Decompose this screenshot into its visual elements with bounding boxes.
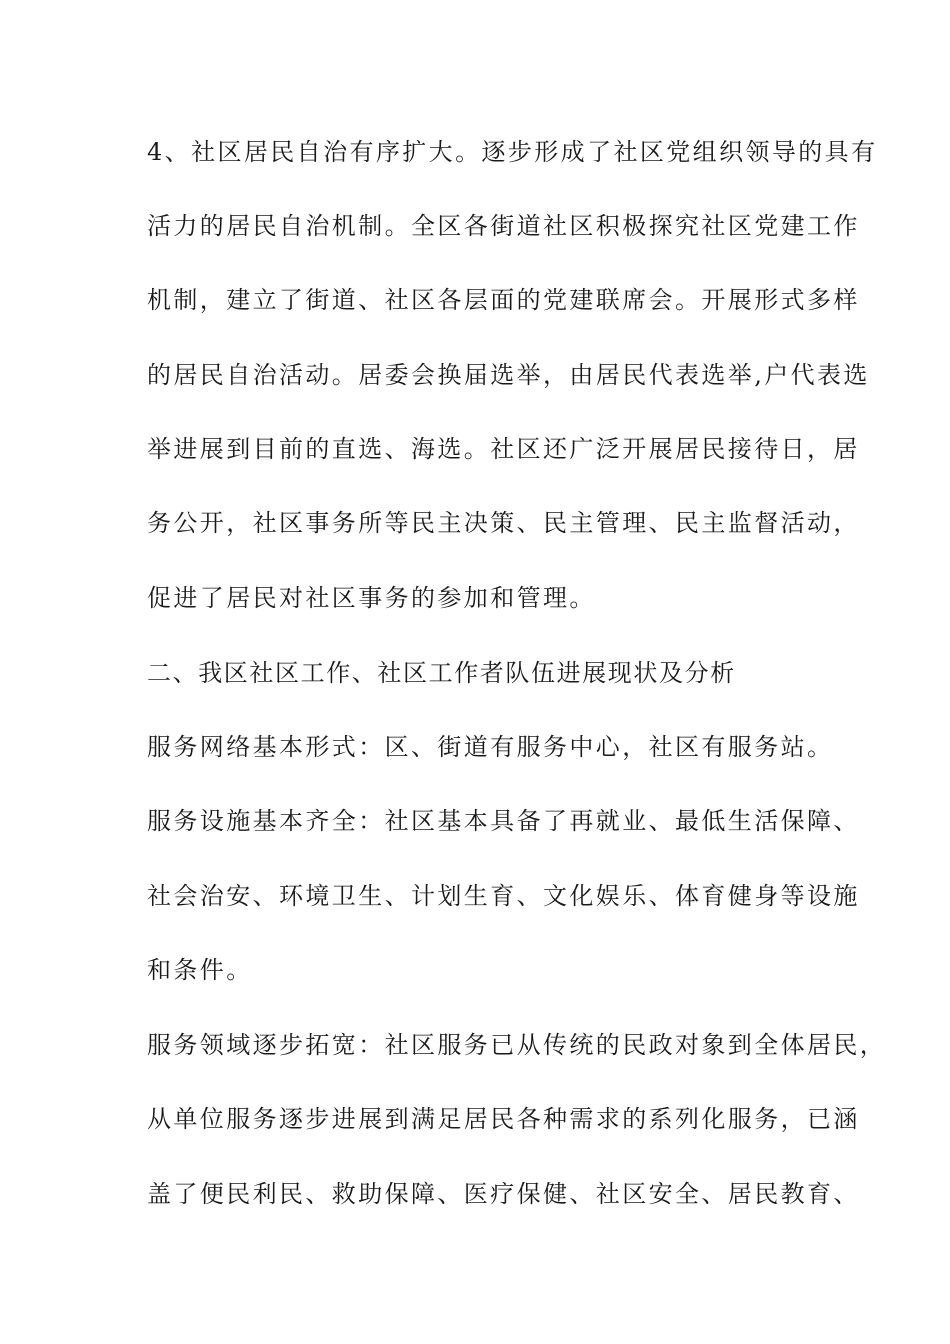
paragraph-line: 机制，建立了街道、社区各层面的党建联席会。开展形式多样: [147, 286, 860, 314]
paragraph-line: 和条件。: [147, 956, 253, 984]
paragraph-line: 服务设施基本齐全：社区基本具备了再就业、最低生活保障、: [147, 807, 860, 835]
paragraph-line: 促进了居民对社区事务的参加和管理。: [147, 584, 596, 612]
paragraph-line: 务公开，社区事务所等民主决策、民主管理、民主监督活动，: [147, 509, 860, 537]
paragraph-line: 举进展到目前的直选、海选。社区还广泛开展居民接待日，居: [147, 435, 860, 463]
paragraph-line: 盖了便民利民、救助保障、医疗保健、社区安全、居民教育、: [147, 1180, 860, 1208]
paragraph-line: 服务领域逐步拓宽：社区服务已从传统的民政对象到全体居民，: [147, 1031, 887, 1059]
paragraph-line: 活力的居民自治机制。全区各街道社区积极探究社区党建工作: [147, 212, 860, 240]
paragraph-line: 从单位服务逐步进展到满足居民各种需求的系列化服务，已涵: [147, 1105, 860, 1133]
paragraph-line: 的居民自治活动。居委会换届选举，由居民代表选举,户代表选: [147, 361, 870, 389]
paragraph-line: 服务网络基本形式：区、街道有服务中心，社区有服务站。: [147, 733, 834, 761]
paragraph-line: 社会治安、环境卫生、计划生育、文化娱乐、体育健身等设施: [147, 882, 860, 910]
section-heading: 二、我区社区工作、社区工作者队伍进展现状及分析: [147, 659, 736, 687]
paragraph-line: 4、社区居民自治有序扩大。逐步形成了社区党组织领导的具有: [147, 138, 878, 166]
